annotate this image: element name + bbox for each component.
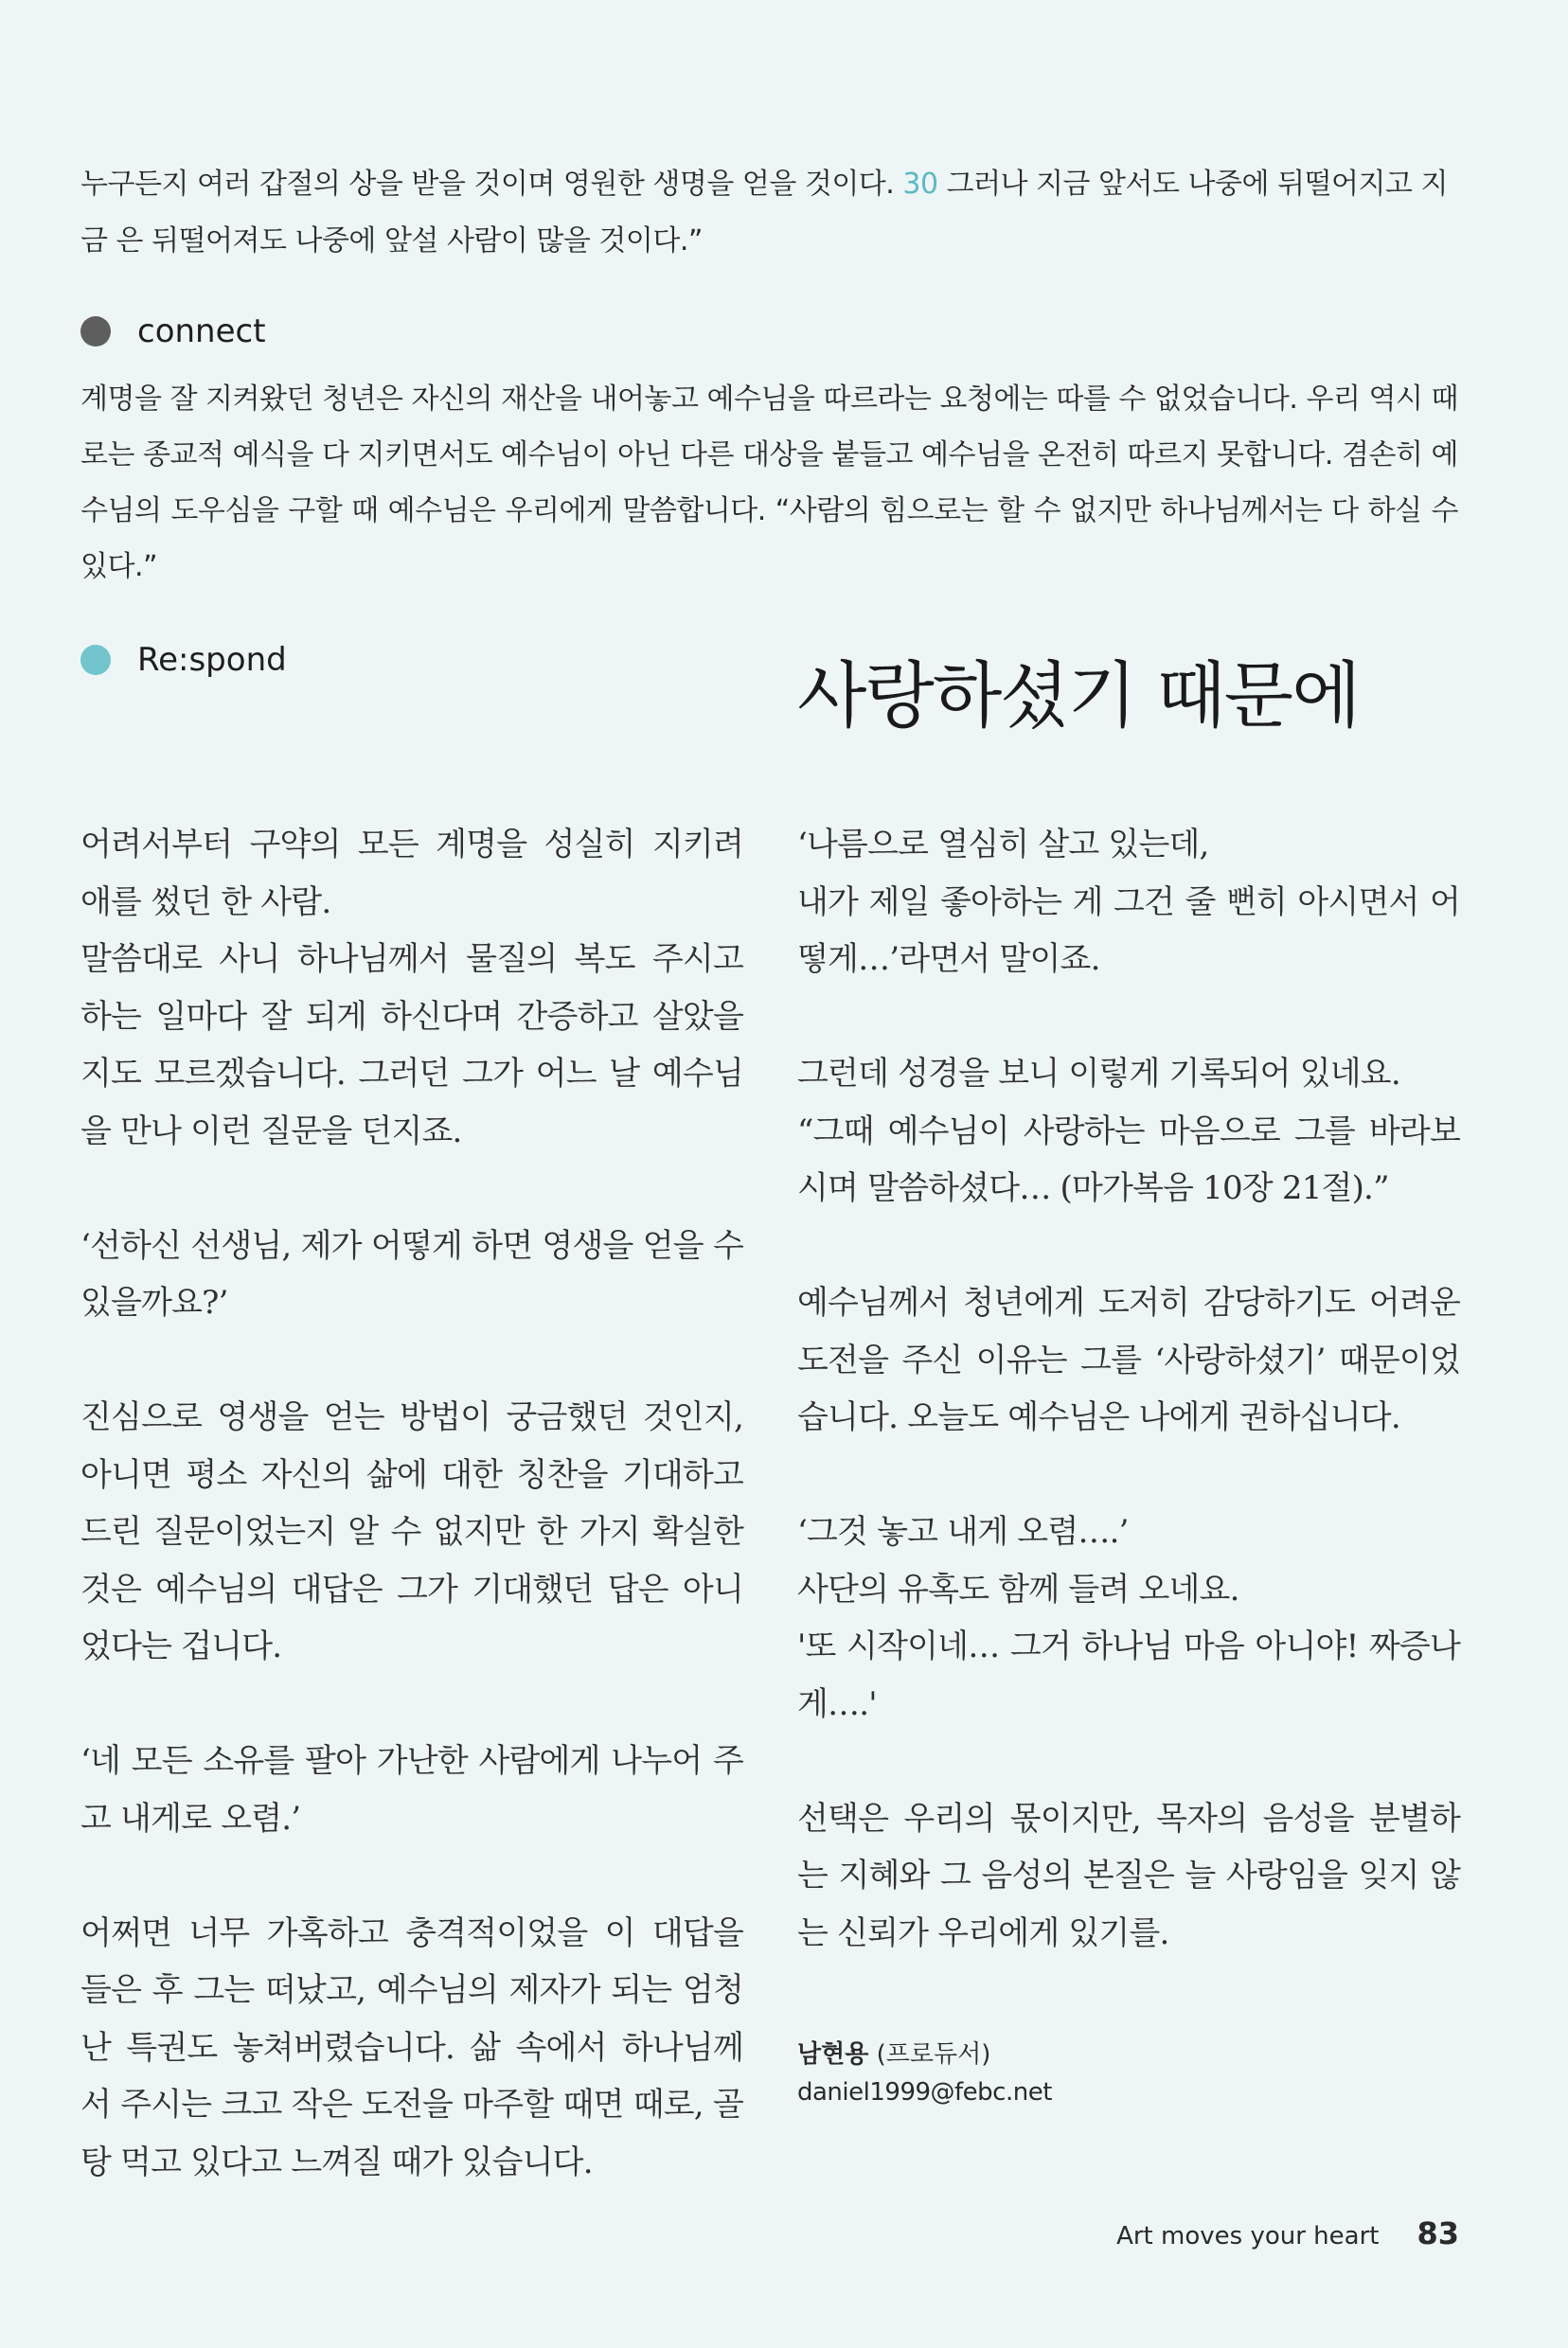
footer-slogan: Art moves your heart [1116,2222,1380,2250]
author-name-line [797,2036,1052,2073]
passage-text-before: 누구든지 여러 갑절의 상을 받을 것이며 영원한 생명을 얻을 것이다. [80,168,903,201]
article-paragraph: ‘네 모든 소유를 팔아 가난한 사람에게 나누어 주고 내게로 오렴.’ [80,1742,743,1838]
article-paragraph: 사단의 유혹도 함께 들려 오네요. [797,1570,1239,1609]
top-passage [80,156,1458,270]
respond-heading [80,641,287,679]
article-paragraph: “그때 예수님이 사랑하는 마음으로 그를 바라보시며 말씀하셨다… (마가복음 10장 21절).” [797,1112,1460,1207]
passage-text-after: 그러나 지금 앞서도 나중에 뒤떨어지고 지금 은 뒤떨어져도 나중에 앞설 사람이 많을 것이다.” [80,168,1448,258]
author-name: 남현용 [797,2040,869,2069]
article-paragraph: 말씀대로 사니 하나님께서 물질의 복도 주시고 하는 일마다 잘 되게 하신다며 간증하고 살았을지도 모르겠습니다. 그러던 그가 어느 날 예수님을 만나 이런 질문을 던지죠. [80,940,743,1150]
respond-bullet-icon [80,645,111,675]
page-number: 83 [1417,2215,1459,2251]
page-footer [1116,2215,1459,2251]
respond-heading-label: Re:spond [137,641,287,679]
author-role: (프로듀서) [876,2040,991,2069]
connect-body [80,371,1458,595]
article-paragraph: 어쩌면 너무 가혹하고 충격적이었을 이 대답을 들은 후 그는 떠났고, 예수님의 제자가 되는 엄청난 특권도 놓쳐버렸습니다. 삶 속에서 하나님께서 주시는 크고 작은 도전을 마주할 때면 때로, 골탕 먹고 있다고 느껴질 때가 있습니다. [80,1913,743,2181]
author-byline [797,2036,1052,2111]
article-paragraph: 그런데 성경을 보니 이렇게 기록되어 있네요. [797,1055,1400,1093]
article-paragraph: ‘그것 놓고 내게 오렴….’ [797,1513,1129,1551]
article-right-column [797,816,1460,1962]
article-paragraph: ‘선하신 선생님, 제가 어떻게 하면 영생을 얻을 수 있을까요?’ [80,1226,743,1322]
article-paragraph: 어려서부터 구약의 모든 계명을 성실히 지키려 애를 썼던 한 사람. [80,826,743,921]
connect-bullet-icon [80,316,111,347]
verse-number: 30 [902,168,938,201]
top-passage-text [80,156,1458,270]
connect-paragraph: 계명을 잘 지켜왔던 청년은 자신의 재산을 내어놓고 예수님을 따르라는 요청에는 따를 수 없었습니다. 우리 역시 때로는 종교적 예식을 다 지키면서도 예수님이 아닌 다른 대상을 붙들고 예수님을 온전히 따르지 못합니다. 겸손히 예수님의 도우심을 구할 때 예수님은 우리에게 말씀합니다. “사람의 힘으로는 할 수 없지만 하나님께서는 다 하실 수 있다.” [80,382,1458,583]
article-left-column [80,816,743,2191]
article-paragraph: '또 시작이네… 그거 하나님 마음 아니야! 짜증나게….' [797,1628,1460,1723]
author-email: daniel1999@febc.net [797,2078,1052,2107]
article-paragraph: ‘나름으로 열심히 살고 있는데, [797,826,1209,863]
article-paragraph: 선택은 우리의 몫이지만, 목자의 음성을 분별하는 지혜와 그 음성의 본질은 늘 사랑임을 잊지 않는 신뢰가 우리에게 있기를. [797,1799,1460,1952]
connect-heading-label: connect [137,312,266,350]
connect-heading [80,312,266,350]
article-paragraph: 내가 제일 좋아하는 게 그건 줄 뻔히 아시면서 어떻게…’라면서 말이죠. [797,882,1460,978]
article-paragraph: 예수님께서 청년에게 도저히 감당하기도 어려운 도전을 주신 이유는 그를 ‘사랑하셨기’ 때문이었습니다. 오늘도 예수님은 나에게 권하십니다. [797,1284,1460,1436]
article-title: 사랑하셨기 때문에 [797,653,1360,738]
article-paragraph: 진심으로 영생을 얻는 방법이 궁금했던 것인지, 아니면 평소 자신의 삶에 대한 칭찬을 기대하고 드린 질문이었는지 알 수 없지만 한 가지 확실한 것은 예수님의 대답은 그가 기대했던 답은 아니었다는 겁니다. [80,1398,743,1665]
